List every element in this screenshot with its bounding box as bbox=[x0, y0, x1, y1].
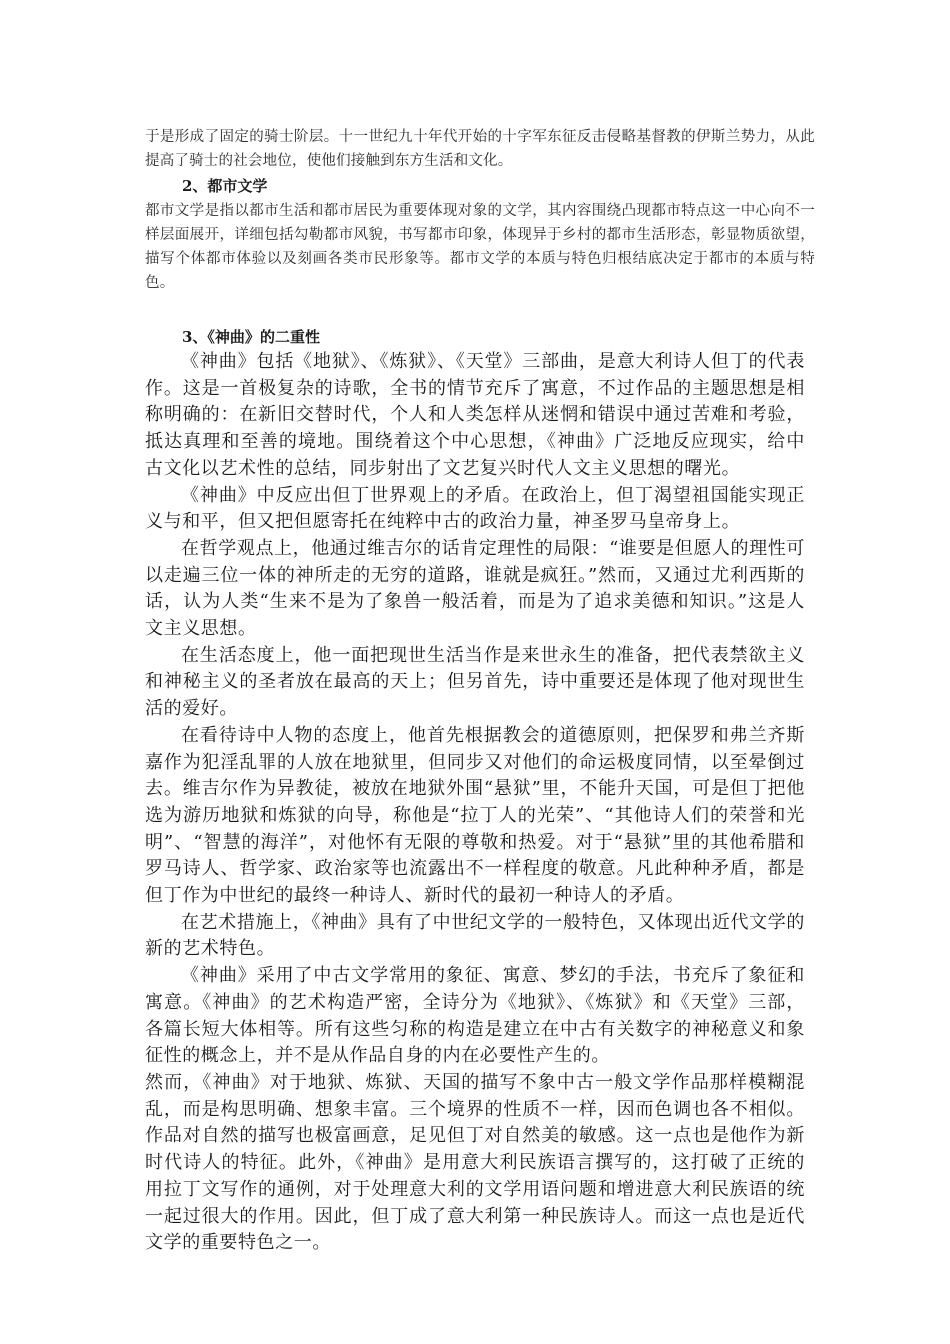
section-2-heading: 2、都市文学 bbox=[182, 177, 268, 195]
section-3-paragraph-5: 在看待诗中人物的态度上，他首先根据教会的道德原则，把保罗和弗兰齐斯嘉作为犯淫乱罪的人放在地狱里，但同步又对他们的命运极度同情，以至晕倒过去。维吉尔作为异教徒，被放在地狱外围“悬狱”里，不能升天国，可是但丁把他选为游历地狱和炼狱的向导，称他是“拉丁人的光荣”、“其他诗人们的荣誉和光明”、“智慧的海洋”，对他怀有无限的尊敬和热爱。对于“悬狱”里的其他希腊和罗马诗人、哲学家、政治家等也流露出不一样程度的敬意。凡此种种矛盾，都是但丁作为中世纪的最终一种诗人、新时代的最初一种诗人的矛盾。 bbox=[145, 724, 805, 907]
section-3-paragraph-4: 在生活态度上，他一面把现世生活当作是来世永生的准备，把代表禁欲主义和神秘主义的圣者放在最高的天上；但另首先，诗中重要还是体现了他对现世生活的爱好。 bbox=[145, 644, 805, 720]
section-3-paragraph-2: 《神曲》中反应出但丁世界观上的矛盾。在政治上，但丁渴望祖国能实现正义与和平，但又把但愿寄托在纯粹中古的政治力量，神圣罗马皇帝身上。 bbox=[145, 484, 805, 533]
section-3-paragraph-1: 《神曲》包括《地狱》、《炼狱》、《天堂》三部曲，是意大利诗人但丁的代表作。这是一首极复杂的诗歌，全书的情节充斥了寓意，不过作品的主题思想是相称明确的：在新旧交替时代，个人和人类怎样从迷惘和错误中通过苦难和考验，抵达真理和至善的境地。围绕着这个中心思想，《神曲》广泛地反应现实，给中古文化以艺术性的总结，同步射出了文艺复兴时代人文主义思想的曙光。 bbox=[145, 351, 805, 479]
section-3-body bbox=[145, 349, 805, 1257]
top-paragraph: 于是形成了固定的骑士阶层。十一世纪九十年代开始的十字军东征反击侵略基督教的伊斯兰势力，从此提高了骑士的社会地位，使他们接触到东方生活和文化。 bbox=[145, 129, 815, 169]
section-3-paragraph-7: 《神曲》采用了中古文学常用的象征、寓意、梦幻的手法，书充斥了象征和寓意。《神曲》的艺术构造严密，全诗分为《地狱》、《炼狱》和《天堂》三部，各篇长短大体相等。所有这些匀称的构造是建立在中古有关数字的神秘意义和象征性的概念上，并不是从作品自身的内在必要性产生的。 bbox=[145, 965, 805, 1067]
section-3-paragraph-8: 然而，《神曲》对于地狱、炼狱、天国的描写不象中古一般文学作品那样模糊混乱，而是构思明确、想象丰富。三个境界的性质不一样，因而色调也各不相似。作品对自然的描写也极富画意，足见但丁对自然美的敏感。这一点也是他作为新时代诗人的特征。此外，《神曲》是用意大利民族语言撰写的，这打破了正统的用拉丁文写作的通例，对于处理意大利的文学用语问题和增进意大利民族语的统一起过很大的作用。因此，但丁成了意大利第一种民族诗人。而这一点也是近代文学的重要特色之一。 bbox=[145, 1071, 805, 1254]
section-3-paragraph-6: 在艺术措施上，《神曲》具有了中世纪文学的一般特色，又体现出近代文学的新的艺术特色。 bbox=[145, 911, 805, 960]
section-3-heading: 3、《神曲》的二重性 bbox=[182, 328, 320, 346]
section-3-paragraph-3: 在哲学观点上，他通过维吉尔的话肯定理性的局限：“谁要是但愿人的理性可以走遍三位一体的神所走的无穷的道路，谁就是疯狂。”然而，又通过尤利西斯的话，认为人类“生来不是为了象兽一般活着，而是为了追求美德和知识。”这是人文主义思想。 bbox=[145, 537, 805, 640]
section-2-paragraph: 都市文学是指以都市生活和都市居民为重要体现对象的文学，其内容围绕凸现都市特点这一中心向不一样层面展开，详细包括勾勒都市风貌，书写都市印象，体现异于乡村的都市生活形态，彰显物质欲望，描写个体都市体验以及刻画各类市民形象等。都市文学的本质与特色归根结底决定于都市的本质与特色。 bbox=[145, 203, 815, 291]
